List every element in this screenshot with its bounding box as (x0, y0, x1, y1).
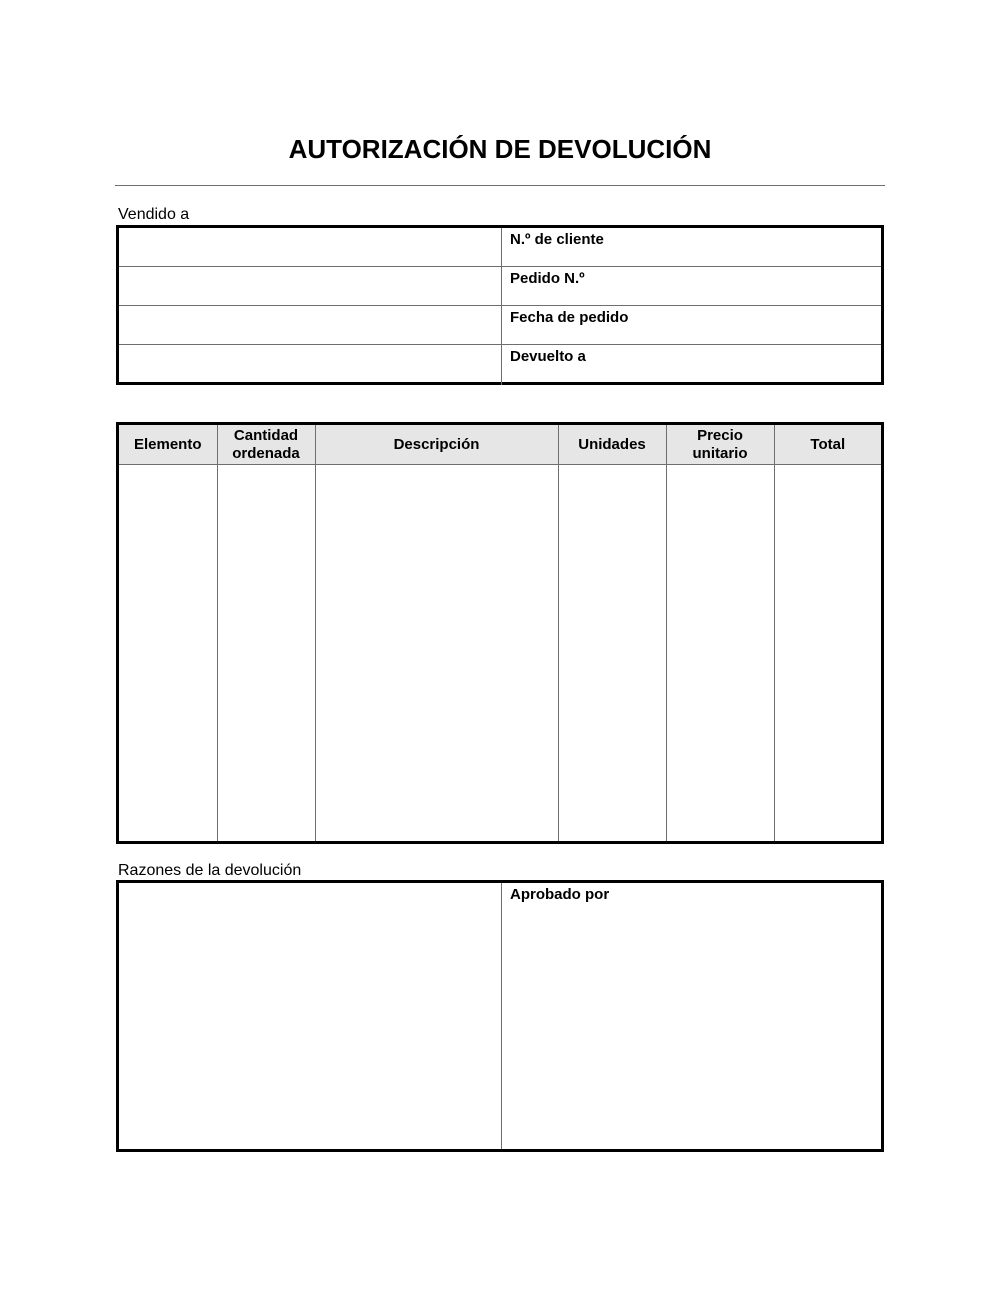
column-header-quantity-ordered: Cantidad ordenada (217, 425, 315, 465)
table-row (119, 465, 881, 842)
column-header-unit-price: Precio unitario (666, 425, 774, 465)
sold-to-row (119, 306, 881, 345)
customer-number-field[interactable] (502, 228, 881, 266)
items-table (116, 422, 884, 844)
unit-price-cell[interactable] (666, 465, 774, 842)
approved-by-label: Aprobado por (510, 886, 610, 903)
description-cell[interactable] (315, 465, 558, 842)
order-date-field[interactable] (502, 306, 881, 344)
column-header-description: Descripción (315, 425, 558, 465)
sold-to-label: Vendido a (118, 206, 190, 223)
sold-to-address-line-1[interactable] (119, 228, 502, 266)
sold-to-row (119, 345, 881, 385)
items-header-row (119, 425, 881, 465)
title-divider (115, 185, 885, 186)
column-header-total: Total (774, 425, 881, 465)
reasons-field[interactable] (119, 883, 502, 1149)
reasons-label: Razones de la devolución (118, 862, 302, 879)
order-number-label: Pedido N.º (510, 270, 585, 287)
sold-to-address-line-3[interactable] (119, 306, 502, 344)
units-cell[interactable] (558, 465, 666, 842)
returned-to-label: Devuelto a (510, 348, 586, 365)
sold-to-address-line-4[interactable] (119, 345, 502, 385)
quantity-cell[interactable] (217, 465, 315, 842)
order-number-field[interactable] (502, 267, 881, 305)
returned-to-field[interactable] (502, 345, 881, 385)
customer-number-label: N.º de cliente (510, 231, 604, 248)
sold-to-address-line-2[interactable] (119, 267, 502, 305)
total-cell[interactable] (774, 465, 881, 842)
sold-to-row (119, 228, 881, 267)
column-header-item: Elemento (119, 425, 217, 465)
order-date-label: Fecha de pedido (510, 309, 629, 326)
column-header-units: Unidades (558, 425, 666, 465)
item-cell[interactable] (119, 465, 217, 842)
sold-to-table (116, 225, 884, 385)
page-title: AUTORIZACIÓN DE DEVOLUCIÓN (288, 134, 712, 164)
sold-to-row (119, 267, 881, 306)
reasons-table (116, 880, 884, 1152)
approved-by-field[interactable] (502, 883, 881, 1149)
